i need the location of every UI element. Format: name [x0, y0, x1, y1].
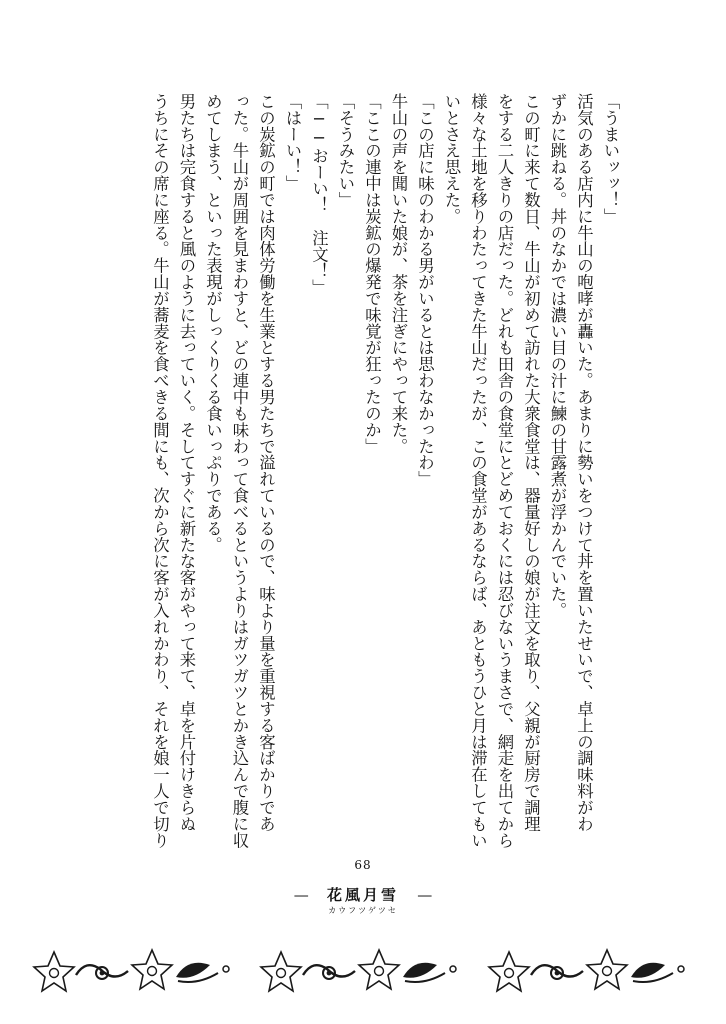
text-column: この炭鉱の町では肉体労働を生業とする男たちで溢れているので、味より量を重視する客ばかりであ	[256, 93, 276, 832]
text-column: ずかに跳ねる。丼のなかでは濃い目の汁に鰊の甘露煮が浮かんでいた。	[548, 93, 567, 619]
text-column: 男たちは完食すると風のように去っていく。そしてすぐに新たな客がやって来て、卓を片付けきらぬ	[177, 93, 196, 832]
floral-ornament-center	[255, 935, 470, 1005]
text-column: 「はーい！」	[283, 93, 302, 192]
running-footer-title	[0, 884, 726, 905]
text-column: いとさえ思えた。	[442, 93, 461, 225]
text-column: をする二人きりの店だった。どれも田舎の食堂にとどめておくには忍びないうまさで、網走を出てから	[495, 93, 514, 849]
flower-icon	[587, 950, 627, 989]
title-dash-left: —	[293, 886, 309, 904]
flower-icon	[261, 952, 301, 991]
flower-icon	[489, 952, 529, 991]
flower-icon	[359, 950, 399, 989]
text-column: 「うまいッッ！」	[601, 93, 620, 225]
flower-icon	[34, 952, 74, 991]
leaf-icon	[631, 963, 684, 982]
text-column: めてしまう、といった表現がしっくりくる食いっぷりである。	[203, 93, 223, 553]
flower-icon	[132, 950, 172, 989]
text-column: 牛山の声を聞いた娘が、茶を注ぎにやって来た。	[389, 93, 408, 455]
berry-vine-icon	[531, 965, 583, 979]
text-column: この町に来て数日、牛山が初めて訪れた大衆食堂は、器量好しの娘が注文を取り、父親が厨房で調理	[521, 93, 541, 832]
text-column: 様々な土地を移りわたってきた牛山だったが、この食堂があるならば、あともうひと月は滞在してもい	[468, 93, 488, 849]
footer-title-reading: カウフツゲツセ	[328, 906, 398, 915]
text-column: った。牛山が周囲を見まわすと、どの連中も味わって食べるというよりはガツガツとかき込んで腹に収	[230, 93, 249, 849]
leaf-icon	[403, 963, 456, 982]
text-column: 「──おーい！ 注文！」	[309, 93, 329, 296]
title-dash-right: —	[417, 886, 433, 904]
leaf-icon	[176, 963, 229, 982]
page-number: 68	[354, 858, 372, 872]
floral-ornament-left	[28, 935, 243, 1005]
footer-title-text: 花風月雪	[326, 886, 399, 904]
text-column: うちにその席に座る。牛山が蕎麦を食べきる間にも、次から次に客が入れかわり、それを娘一人で切り	[150, 93, 170, 849]
text-column: 活気のある店内に牛山の咆哮が轟いた。あまりに勢いをつけて丼を置いたせいで、卓上の調味料がわ	[574, 93, 594, 832]
berry-vine-icon	[303, 965, 355, 979]
text-column: 「そうみたい」	[336, 93, 355, 208]
text-column: 「ここの連中は炭鉱の爆発で味覚が狂ったのか」	[362, 93, 382, 455]
text-column: 「この店に味のわかる男がいるとは思わなかったわ」	[415, 93, 435, 488]
floral-ornament-right	[483, 935, 698, 1005]
berry-vine-icon	[76, 965, 128, 979]
